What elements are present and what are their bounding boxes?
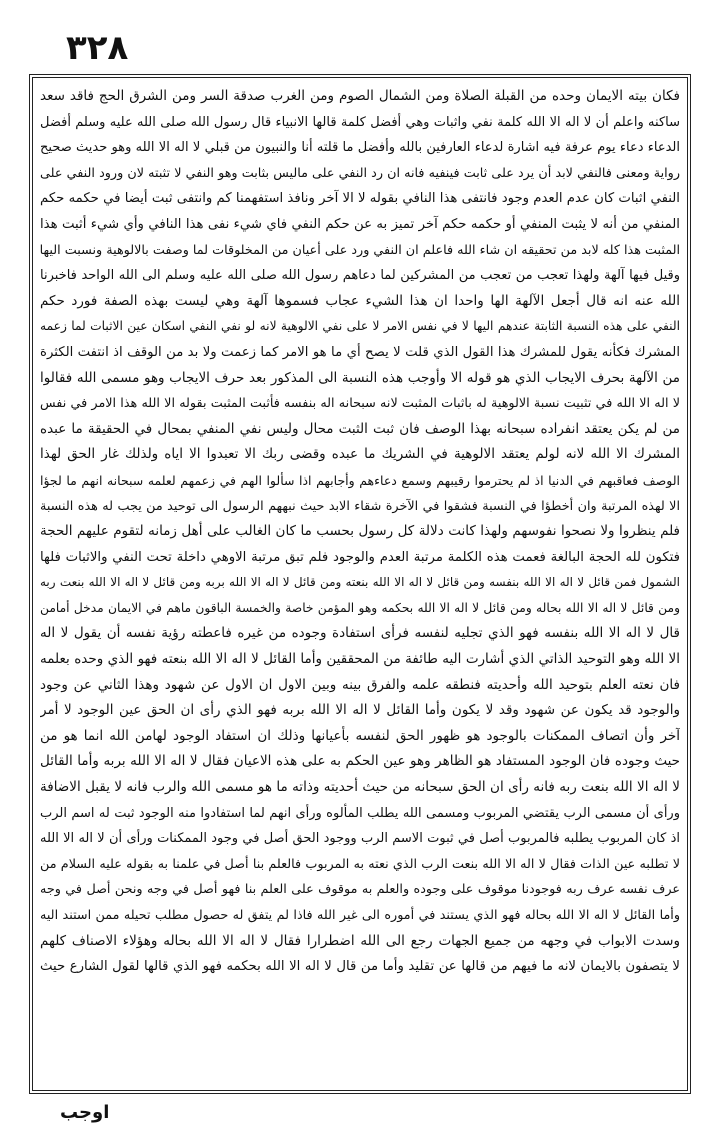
text-line: آخر وأن اتصاف الممكنات بالوجود هو ظهور الحق لنفسه بأعيانها وذلك ان استفاد الوجود لهامن الله انما هو من [40, 727, 680, 744]
text-line: من الآلهة بحرف الايجاب الذي هو قوله الا وأوجب هذه النسبة الى المذكور بعد حرف الايجاب وهو مسمى الله فقالوا [40, 369, 680, 386]
text-line: النفي اثبات كان عدم العدم وجود فانتفى هذا النافي بقوله لا الا آخر ونافذ استفهمنا كم وانتفى ثبت أيضا في حكمه حكم [40, 191, 680, 207]
text-line: المشرك الا الله لانه لولم يعتقد الالوهية في الشريك ما عبده وقضى ربك الا تعبدوا الا اياه ولذلك غار الحق لهذا [40, 446, 680, 463]
text-line: المنفي من أنه لا يثبت المنفي أو حكمه حكم آخر تميز به عن حكم النفي فاي شيء نفى هذا النافي وأي شيء أثبت هذا [40, 216, 680, 232]
text-line: فكان بيته الايمان وحده من القبلة الصلاة ومن الشمال الصوم ومن الغرب صدقة السر ومن الشرق الحج فاقد سعد [40, 88, 680, 104]
text-line: لا يتصفون بالايمان لانه ما فيهم من قالها عن تقليد وأما من قال لا اله الا الله بحكمه فهو الذي قالها لقول الشارع حيث [40, 959, 680, 975]
text-line: الوصف فعاقبهم في الدنيا اذ لم يحترموا رقيبهم وسمع دعاءهم وأجابهم اذا سألوا الهم في زعمهم لعلمه سبحانه انهم ما لجؤا [40, 472, 680, 488]
text-line: فلم ينظروا ولا نصحوا نفوسهم ولهذا كانت دلالة كل رسول بحسب ما كان الغالب على أهل زمانه لتقوم عليهم الحجة [40, 523, 680, 540]
text-line: قال لا اله الا الله بنفسه فهو الذي تجليه لنفسه فرأى استفادة وجوده من غيره فاعطته رؤية نفسه أن يقول لا اله [40, 625, 680, 642]
text-line: الدعاء دعاء يوم عرفة فيه اشارة لدعاء العارفين بالله وأفضل ما قلته أنا والنبيون من قبلي لا اله الا الله وهو حديث صحيح [40, 140, 680, 156]
text-line: ساكنه واعلم أن لا اله الا الله كلمة نفي واثبات وهي أفضل كلمة قالها الانبياء قال رسول الله صلى الله عليه وسلم أفضل [40, 114, 680, 130]
text-line: وقيل فيها آلهة ولهذا تعجب من تعجب من المشركين لما دعاهم رسول الله صلى الله عليه وسلم الى الله الواحد فاخبرنا [40, 268, 680, 284]
text-line: لا تطلبه عين الذات فقال لا اله الا الله بنعت الرب الذي نعته به المربوب فالعلم بنا أصل في علمنا به بقوله عليه السلام من [40, 856, 680, 872]
text-line: الا الله وهو التوحيد الذاتي الذي أشارت اليه طائفة من المحققين وأما القائل لا اله الا الله بنعته فهو الذي وحده بعلمه [40, 651, 680, 668]
text-line: اذ كان المربوب يطلبه فالمربوب أصل في ثبوت الاسم الرب ووجود الحق أصل في وجود الممكنات ورأى أن لا اله الا الله [40, 831, 680, 847]
text-line: وأما القائل لا اله الا الله بحاله فهو الذي يستند في أموره الى غير الله فاذا لم يتفق له حصول مطلب تحيله ممن استند اليه [40, 908, 680, 923]
page-number: ٣٢٨ [66, 28, 129, 68]
text-line: لا اله الا الله بنعت ربه فانه رأى ان الحق سبحانه من حيث أحديته وذاته ما هو مسمى الله والرب فانه لا يقبل الاضافة [40, 779, 680, 796]
text-line: ورأى أن مسمى الرب يقتضي المربوب ومسمى الله يطلب المألوه ورأى انهم لما استفادوا منه الوجود ثبت له اسم الرب [40, 805, 680, 821]
text-line: والوجود قد يكون عن شهود وقد لا يكون وأما القائل لا اله الا الله بربه فهو الذي رأى ان الحق عين الوجود لا أمر [40, 702, 680, 719]
main-text [40, 84, 680, 1088]
text-line: فتكون لله الحجة البالغة فعمت هذه الكلمة مرتبة العدم والوجود فلم تبق مرتبة الاوهي داخلة تحت النفي والاثبات فلها [40, 549, 680, 565]
catchword: اوجب [60, 1102, 110, 1123]
text-line: فان نعته العلم بتوحيد الله وأحديته فنطقه علمه والفرق بينه وبين الاول ان الاول عن شهود وهذا الثاني عن وجود [40, 676, 680, 693]
text-line: الا لهذه المرتبة وان أخطؤا في النسبة فشقوا في الآخرة شقاء الابد حيث نبههم الرسول الى توحيد من يجب له هذه النسبة [40, 498, 680, 514]
text-line: الشمول فمن قائل لا اله الا الله بنفسه ومن قائل لا اله الا الله بنعته ومن قائل لا اله الا الله بربه ومن قائل لا اله الا الله بنعت ربه [40, 575, 680, 590]
text-line: عرف نفسه عرف ربه فوجودنا موقوف على وجوده والعلم به موقوف على العلم بنا فهو أصل في وجه ونحن أصل في وجه [40, 882, 680, 898]
text-line: النفي على هذه النسبة الثابتة عندهم اليها لا في نفس الامر لا على نفي الالوهية لانه لو نفي النفي اسكان عين الاثبات لما زعمه [40, 319, 680, 334]
text-line: ومن قائل لا اله الا الله بحاله ومن قائل لا اله الا الله بحكمه وهو المؤمن خاصة والخمسة الباقون ماهم في الايمان مدخل أمامن [40, 600, 680, 615]
text-line: من لم يكن يعتقد انفراده سبحانه بهذا الوصف فان ثبت الثبت محال وليس نفي المنفي بمحال في الحقيقة ما عبده [40, 420, 680, 437]
text-line: حيث وجوده فان الوجود المستفاد هو الظاهر وهو عين الحكم به على هذه الاعيان فقال لا اله الا الله بربه وأما القائل [40, 753, 680, 770]
text-line: المشرك فكأنه يقول للمشرك هذا القول الذي قلت لا يصح أي ما هو الامر كما زعمت ولا بد من الوقف اذ انتفت الكثرة [40, 344, 680, 360]
text-line: لا اله الا الله في تثبيت نسبة الالوهية له باثبات المثبت لانه سبحانه اله بنفسه فأثبت المثبت بقوله الا الله هذا الامر في نفس [40, 396, 680, 412]
text-line: وسدت الابواب في وجهه من جميع الجهات رجع الى الله اضطرارا فقال لا اله الا الله بحاله وهؤلاء الاصناف كلهم [40, 932, 680, 949]
text-line: الله عنه انه قال أجعل الآلهة الها واحدا ان هذا الشيء عجاب فسموها آلهة وهي ليست بهذه الصفة فورد حكم [40, 292, 680, 309]
text-line: رواية ومعنى فالنفي لابد أن يرد على ثابت فينفيه فانه ان رد النفي على ماليس بثابت وهو النفي لا تثبته لان ورود النفي على [40, 165, 680, 181]
text-line: المثبت هذا كله لابد من تحقيقه ان شاء الله فاعلم ان النفي ورد على أعيان من المخلوقات لما وصفت بالالوهية ونسبت اليها [40, 242, 680, 258]
